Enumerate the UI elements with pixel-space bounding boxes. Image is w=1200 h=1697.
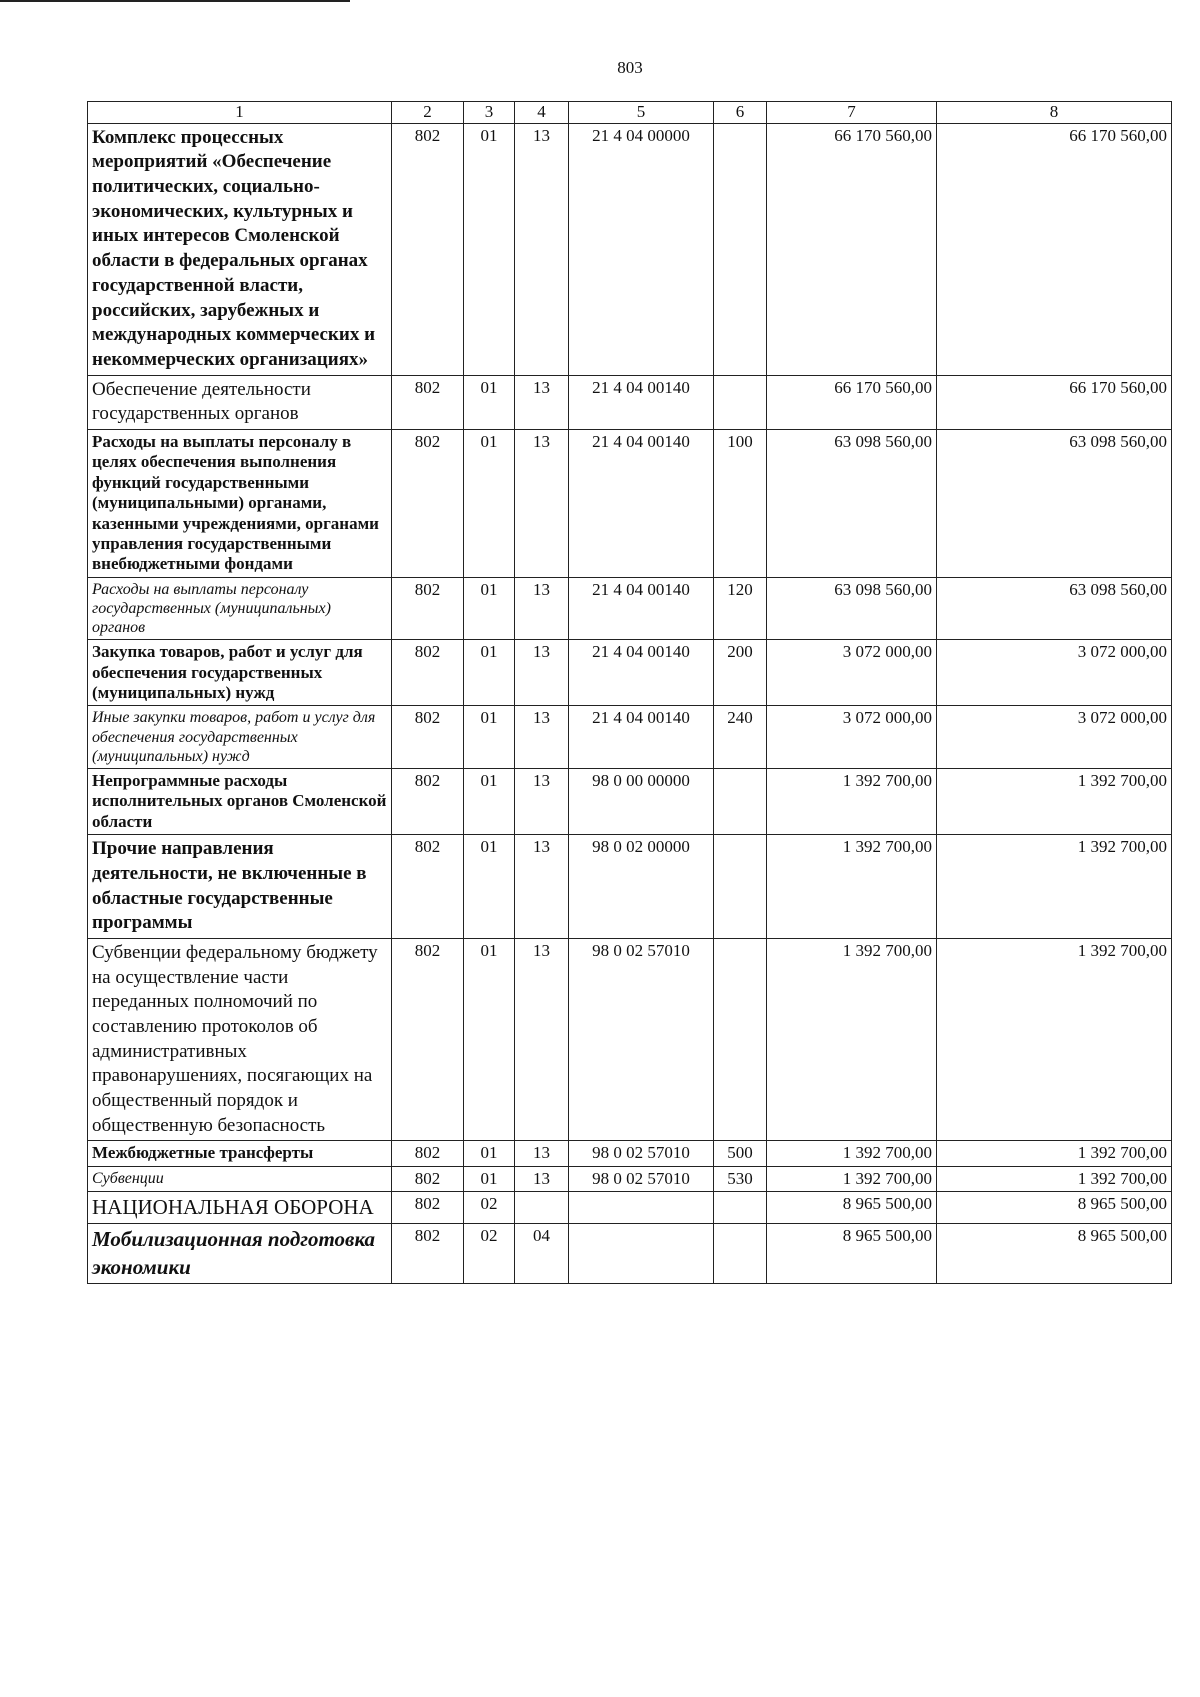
cell-expense-type: 200 — [714, 640, 767, 706]
table-row — [88, 1192, 1172, 1224]
cell-subsection: 13 — [515, 1141, 569, 1166]
cell-code: 802 — [392, 1192, 464, 1224]
cell-expense-type — [714, 1224, 767, 1284]
cell-target-article: 98 0 00 00000 — [569, 768, 714, 834]
row-name: Закупка товаров, работ и услуг для обеспечения государственных (муниципальных) нужд — [88, 640, 392, 706]
row-name: Иные закупки товаров, работ и услуг для обеспечения государственных (муниципальных) нужд — [88, 706, 392, 769]
table-row — [88, 1224, 1172, 1284]
table-row — [88, 1141, 1172, 1166]
cell-code: 802 — [392, 640, 464, 706]
cell-amount-1: 1 392 700,00 — [767, 1166, 937, 1191]
cell-amount-2: 1 392 700,00 — [937, 835, 1172, 939]
cell-subsection: 13 — [515, 835, 569, 939]
table-row — [88, 768, 1172, 834]
header-cell: 1 — [88, 102, 392, 124]
table-row — [88, 577, 1172, 640]
cell-code: 802 — [392, 1141, 464, 1166]
cell-section: 01 — [464, 1166, 515, 1191]
cell-target-article: 21 4 04 00140 — [569, 706, 714, 769]
header-row — [88, 102, 1172, 124]
cell-amount-1: 66 170 560,00 — [767, 123, 937, 375]
cell-target-article — [569, 1192, 714, 1224]
top-scan-rule — [0, 0, 350, 2]
cell-section: 01 — [464, 429, 515, 577]
cell-expense-type — [714, 375, 767, 429]
cell-section: 01 — [464, 768, 515, 834]
cell-amount-1: 3 072 000,00 — [767, 706, 937, 769]
cell-code: 802 — [392, 1224, 464, 1284]
cell-expense-type — [714, 938, 767, 1141]
cell-code: 802 — [392, 938, 464, 1141]
cell-code: 802 — [392, 1166, 464, 1191]
cell-section: 02 — [464, 1224, 515, 1284]
cell-subsection: 13 — [515, 706, 569, 769]
table-row — [88, 706, 1172, 769]
header-cell: 4 — [515, 102, 569, 124]
cell-expense-type — [714, 123, 767, 375]
table-row — [88, 375, 1172, 429]
table-row — [88, 1166, 1172, 1191]
cell-subsection: 13 — [515, 429, 569, 577]
cell-subsection — [515, 1192, 569, 1224]
table-row — [88, 429, 1172, 577]
table-row — [88, 938, 1172, 1141]
table-row — [88, 835, 1172, 939]
cell-amount-1: 1 392 700,00 — [767, 768, 937, 834]
cell-subsection: 13 — [515, 577, 569, 640]
header-cell: 5 — [569, 102, 714, 124]
cell-section: 01 — [464, 640, 515, 706]
row-name: Субвенции федеральному бюджету на осуществление части переданных полномочий по составлению протоколов об административных правонарушениях, посягающих на общественный порядок и общественную безопасность — [88, 938, 392, 1141]
row-name: НАЦИОНАЛЬНАЯ ОБОРОНА — [88, 1192, 392, 1224]
cell-subsection: 13 — [515, 1166, 569, 1191]
header-cell: 6 — [714, 102, 767, 124]
cell-section: 01 — [464, 577, 515, 640]
cell-code: 802 — [392, 375, 464, 429]
cell-target-article — [569, 1224, 714, 1284]
cell-amount-1: 8 965 500,00 — [767, 1224, 937, 1284]
cell-subsection: 13 — [515, 938, 569, 1141]
cell-amount-1: 63 098 560,00 — [767, 429, 937, 577]
cell-expense-type — [714, 768, 767, 834]
cell-target-article: 98 0 02 57010 — [569, 938, 714, 1141]
cell-amount-1: 1 392 700,00 — [767, 1141, 937, 1166]
cell-amount-2: 3 072 000,00 — [937, 706, 1172, 769]
cell-amount-1: 63 098 560,00 — [767, 577, 937, 640]
cell-amount-2: 63 098 560,00 — [937, 577, 1172, 640]
page-number: 803 — [617, 58, 643, 77]
row-name: Мобилизационная подготовка экономики — [88, 1224, 392, 1284]
cell-amount-1: 8 965 500,00 — [767, 1192, 937, 1224]
cell-amount-2: 8 965 500,00 — [937, 1192, 1172, 1224]
row-name: Субвенции — [88, 1166, 392, 1191]
cell-amount-1: 66 170 560,00 — [767, 375, 937, 429]
cell-expense-type: 500 — [714, 1141, 767, 1166]
row-name: Комплекс процессных мероприятий «Обеспечение политических, социально-экономических, культурных и иных интересов Смоленской области в федеральных органах государственной власти, российских, зарубежных и международных коммерческих и некоммерческих организациях» — [88, 123, 392, 375]
cell-target-article: 21 4 04 00140 — [569, 429, 714, 577]
cell-amount-2: 3 072 000,00 — [937, 640, 1172, 706]
cell-amount-2: 1 392 700,00 — [937, 1166, 1172, 1191]
cell-expense-type: 530 — [714, 1166, 767, 1191]
cell-target-article: 98 0 02 57010 — [569, 1141, 714, 1166]
cell-amount-2: 1 392 700,00 — [937, 768, 1172, 834]
cell-code: 802 — [392, 768, 464, 834]
cell-subsection: 04 — [515, 1224, 569, 1284]
cell-code: 802 — [392, 577, 464, 640]
header-cell: 8 — [937, 102, 1172, 124]
cell-section: 01 — [464, 1141, 515, 1166]
cell-section: 01 — [464, 938, 515, 1141]
table-row — [88, 123, 1172, 375]
header-cell: 2 — [392, 102, 464, 124]
cell-target-article: 98 0 02 00000 — [569, 835, 714, 939]
cell-amount-2: 66 170 560,00 — [937, 375, 1172, 429]
cell-code: 802 — [392, 706, 464, 769]
cell-subsection: 13 — [515, 640, 569, 706]
cell-target-article: 98 0 02 57010 — [569, 1166, 714, 1191]
cell-expense-type: 240 — [714, 706, 767, 769]
cell-section: 01 — [464, 123, 515, 375]
cell-amount-2: 8 965 500,00 — [937, 1224, 1172, 1284]
cell-amount-1: 1 392 700,00 — [767, 835, 937, 939]
cell-code: 802 — [392, 123, 464, 375]
cell-amount-1: 3 072 000,00 — [767, 640, 937, 706]
cell-subsection: 13 — [515, 123, 569, 375]
cell-target-article: 21 4 04 00140 — [569, 640, 714, 706]
cell-target-article: 21 4 04 00140 — [569, 577, 714, 640]
cell-target-article: 21 4 04 00000 — [569, 123, 714, 375]
row-name: Межбюджетные трансферты — [88, 1141, 392, 1166]
cell-amount-2: 1 392 700,00 — [937, 938, 1172, 1141]
cell-amount-2: 66 170 560,00 — [937, 123, 1172, 375]
cell-amount-2: 63 098 560,00 — [937, 429, 1172, 577]
cell-code: 802 — [392, 835, 464, 939]
cell-subsection: 13 — [515, 768, 569, 834]
cell-expense-type: 100 — [714, 429, 767, 577]
cell-code: 802 — [392, 429, 464, 577]
cell-amount-1: 1 392 700,00 — [767, 938, 937, 1141]
cell-amount-2: 1 392 700,00 — [937, 1141, 1172, 1166]
cell-expense-type — [714, 1192, 767, 1224]
cell-section: 01 — [464, 835, 515, 939]
row-name: Непрограммные расходы исполнительных органов Смоленской области — [88, 768, 392, 834]
cell-target-article: 21 4 04 00140 — [569, 375, 714, 429]
cell-subsection: 13 — [515, 375, 569, 429]
cell-expense-type — [714, 835, 767, 939]
row-name: Расходы на выплаты персоналу в целях обеспечения выполнения функций государственными (муниципальными) органами, казенными учреждениями, органами управления государственными внебюджетными фондами — [88, 429, 392, 577]
header-cell: 7 — [767, 102, 937, 124]
table-row — [88, 640, 1172, 706]
header-cell: 3 — [464, 102, 515, 124]
cell-section: 01 — [464, 375, 515, 429]
row-name: Прочие направления деятельности, не включенные в областные государственные программы — [88, 835, 392, 939]
row-name: Обеспечение деятельности государственных органов — [88, 375, 392, 429]
budget-table — [87, 101, 1172, 1284]
cell-expense-type: 120 — [714, 577, 767, 640]
cell-section: 02 — [464, 1192, 515, 1224]
cell-section: 01 — [464, 706, 515, 769]
row-name: Расходы на выплаты персоналу государственных (муниципальных) органов — [88, 577, 392, 640]
